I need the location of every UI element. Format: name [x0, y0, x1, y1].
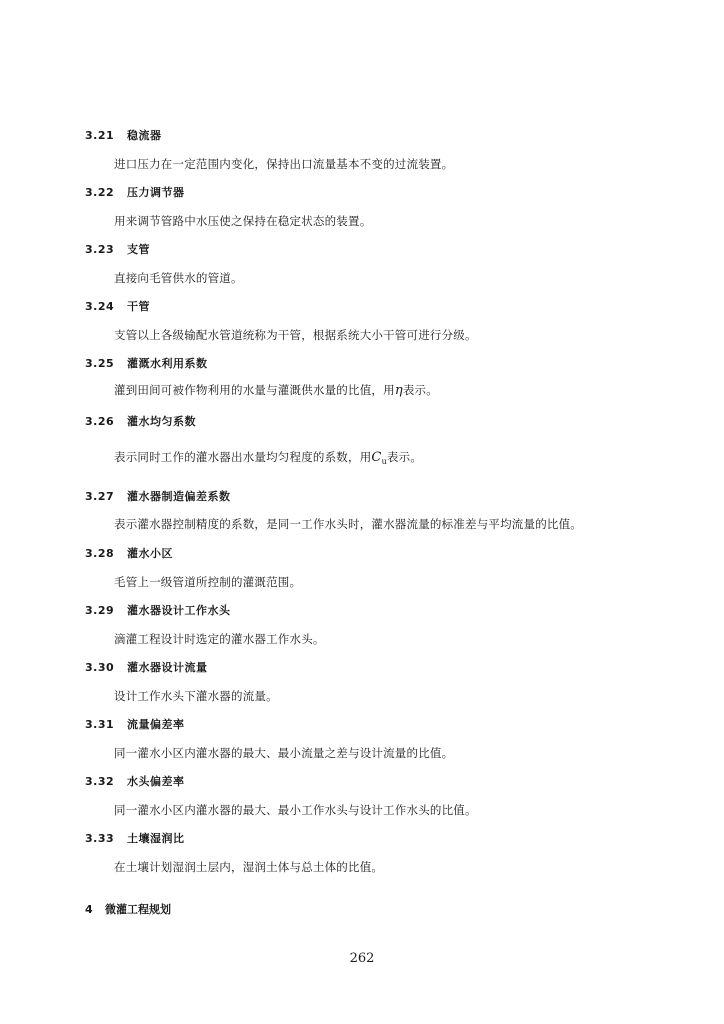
clause-definition: 设计工作水头下灌水器的流量。: [114, 689, 278, 703]
clause-heading: [85, 830, 185, 846]
clause-title: 灌水器设计工作水头: [127, 604, 231, 617]
symbol-c: C: [371, 450, 382, 465]
clause-definition: 进口压力在一定范围内变化，保持出口流量基本不变的过流装置。: [114, 157, 454, 171]
clause-title: 流量偏差率: [127, 718, 185, 731]
symbol-subscript: u: [381, 457, 387, 466]
clause-definition: 同一灌水小区内灌水器的最大、最小工作水头与设计工作水头的比值。: [114, 803, 477, 817]
clause-heading: [85, 773, 185, 789]
clause-heading: [85, 602, 231, 618]
definition-text: 表示同时工作的灌水器出水量均匀程度的系数，用: [114, 450, 372, 464]
clause-title: 土壤湿润比: [127, 832, 185, 845]
clause-title: 灌水均匀系数: [127, 415, 196, 428]
symbol-eta: η: [394, 383, 403, 398]
clause-heading: [85, 413, 196, 429]
clause-title: 灌溉水利用系数: [127, 357, 208, 370]
clause-heading: [85, 545, 173, 561]
clause-heading: [85, 488, 231, 504]
clause-definition: 表示灌水器控制精度的系数，是同一工作水头时，灌水器流量的标准差与平均流量的比值。: [114, 517, 582, 531]
clause-title: 压力调节器: [127, 186, 185, 199]
clause-definition: 同一灌水小区内灌水器的最大、最小流量之差与设计流量的比值。: [114, 746, 454, 760]
clause-title: 稳流器: [127, 129, 162, 142]
definition-text: 表示。: [402, 383, 438, 397]
clause-heading: [85, 184, 185, 200]
clause-heading: [85, 355, 208, 371]
clause-definition: [114, 382, 438, 398]
chapter-heading: [85, 901, 171, 917]
clause-heading: [85, 716, 185, 732]
clause-number: 3.25: [85, 357, 115, 370]
clause-number: 3.29: [85, 604, 115, 617]
clause-number: 3.33: [85, 832, 115, 845]
clause-title: 灌水器设计流量: [127, 661, 208, 674]
clause-definition: 用来调节管路中水压使之保持在稳定状态的装置。: [114, 214, 372, 228]
clause-number: 3.30: [85, 661, 115, 674]
clause-title: 干管: [127, 300, 150, 313]
definition-text: 表示。: [386, 450, 423, 464]
clause-heading: [85, 659, 208, 675]
clause-definition: 滴灌工程设计时选定的灌水器工作水头。: [114, 632, 325, 646]
clause-number: 3.31: [85, 718, 115, 731]
clause-number: 3.21: [85, 129, 115, 142]
clause-number: 3.28: [85, 547, 115, 560]
page-number: 262: [349, 951, 375, 966]
clause-heading: [85, 298, 150, 314]
clause-number: 3.32: [85, 775, 115, 788]
clause-definition: 在土壤计划湿润土层内，湿润土体与总土体的比值。: [114, 860, 384, 874]
clause-number: 3.26: [85, 415, 115, 428]
clause-number: 3.24: [85, 300, 115, 313]
clause-number: 3.22: [85, 186, 115, 199]
clause-definition: 毛管上一级管道所控制的灌溉范围。: [114, 575, 302, 589]
clause-heading: [85, 127, 162, 143]
clause-definition: 支管以上各级输配水管道统称为干管，根据系统大小干管可进行分级。: [114, 328, 477, 342]
clause-title: 水头偏差率: [127, 775, 185, 788]
clause-definition: 直接向毛管供水的管道。: [114, 271, 243, 285]
chapter-number: 4: [85, 903, 93, 916]
clause-definition: [114, 449, 422, 466]
clause-heading: [85, 241, 150, 257]
definition-text: 灌到田间可被作物利用的水量与灌溉供水量的比值，用: [114, 383, 395, 397]
clause-title: 支管: [127, 243, 150, 256]
chapter-title: 微灌工程规划: [105, 903, 171, 916]
clause-number: 3.27: [85, 490, 115, 503]
clause-title: 灌水小区: [127, 547, 173, 560]
clause-title: 灌水器制造偏差系数: [127, 490, 231, 503]
clause-number: 3.23: [85, 243, 115, 256]
